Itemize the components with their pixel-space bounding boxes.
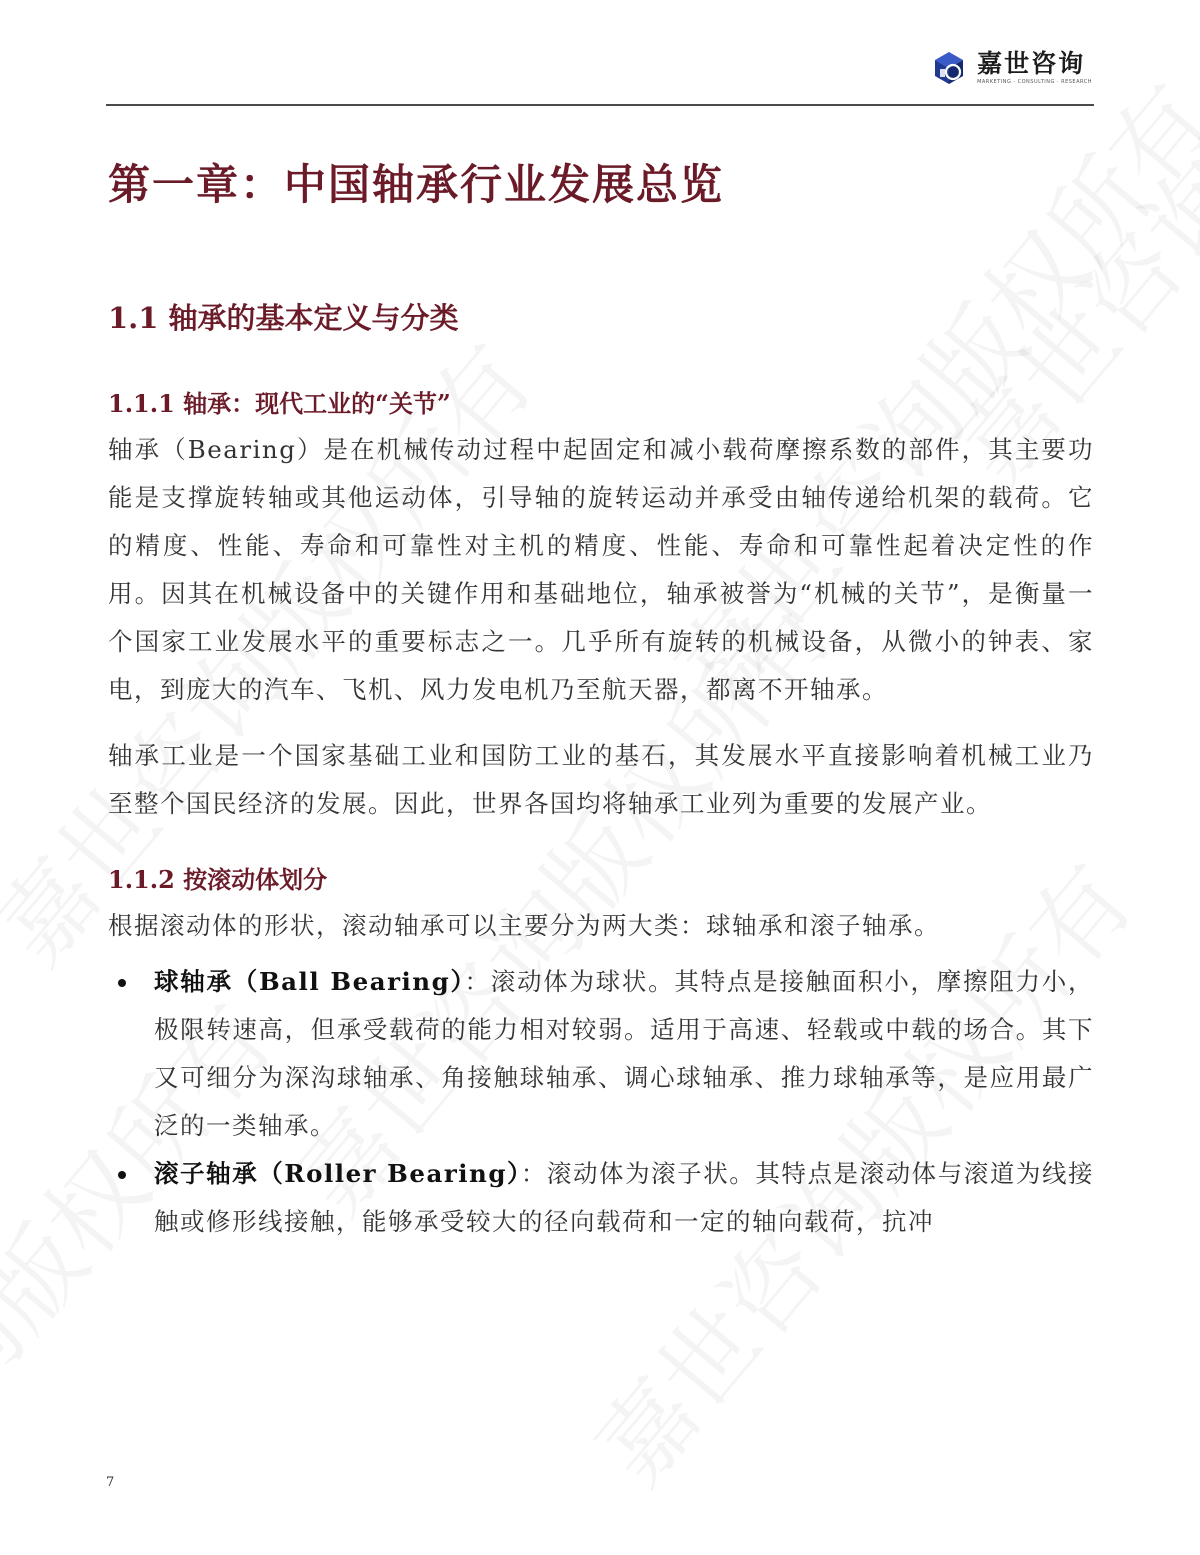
company-tagline: MARKETING · CONSULTING · RESEARCH — [977, 79, 1092, 85]
bullet-list — [108, 958, 1094, 1246]
section-title: 1.1 轴承的基本定义与分类 — [108, 301, 459, 335]
paragraph: 轴承（Bearing）是在机械传动过程中起固定和减小载荷摩擦系数的部件，其主要功能是支撑旋转轴或其他运动体，引导轴的旋转运动并承受由轴传递给机架的载荷。它的精度、性能、寿命和可靠性对主机的精度、性能、寿命和可靠性起着决定性的作用。因其在机械设备中的关键作用和基础地位，轴承被誉为“机械的关节”，是衡量一个国家工业发展水平的重要标志之一。几乎所有旋转的机械设备，从微小的钟表、家电，到庞大的汽车、飞机、风力发电机乃至航天器，都离不开轴承。 — [108, 435, 1094, 704]
page-content — [108, 150, 1094, 1246]
page-number: 7 — [106, 1475, 115, 1490]
subsection-title: 1.1.2 按滚动体划分 — [108, 865, 328, 894]
bullet-dot-icon — [118, 1171, 126, 1179]
paragraph: 根据滚动体的形状，滚动轴承可以主要分为两大类：球轴承和滚子轴承。 — [108, 911, 940, 940]
chapter-title: 第一章：中国轴承行业发展总览 — [108, 160, 725, 209]
subsection-title: 1.1.1 轴承：现代工业的“关节” — [108, 389, 451, 418]
jiashi-cube-logo-icon — [931, 50, 967, 86]
bullet-term: 球轴承（Ball Bearing） — [154, 967, 465, 996]
list-item — [108, 958, 1094, 1150]
bullet-text: ：滚动体为滚子状。其特点是滚动体与滚道为线接触或修形线接触，能够承受较大的径向载荷和一定的轴向载荷，抗冲 — [154, 1159, 1094, 1236]
bullet-dot-icon — [118, 979, 126, 987]
bullet-text: ：滚动体为球状。其特点是接触面积小，摩擦阻力小，极限转速高，但承受载荷的能力相对较弱。适用于高速、轻载或中载的场合。其下又可细分为深沟球轴承、角接触球轴承、调心球轴承、推力球轴承等，是应用最广泛的一类轴承。 — [154, 967, 1094, 1140]
page-header — [931, 50, 1092, 86]
list-item — [108, 1150, 1094, 1246]
paragraph: 轴承工业是一个国家基础工业和国防工业的基石，其发展水平直接影响着机械工业乃至整个国民经济的发展。因此，世界各国均将轴承工业列为重要的发展产业。 — [108, 741, 1094, 818]
bullet-term: 滚子轴承（Roller Bearing） — [154, 1159, 521, 1188]
header-divider — [106, 104, 1094, 106]
company-name: 嘉世咨询 — [977, 49, 1086, 78]
